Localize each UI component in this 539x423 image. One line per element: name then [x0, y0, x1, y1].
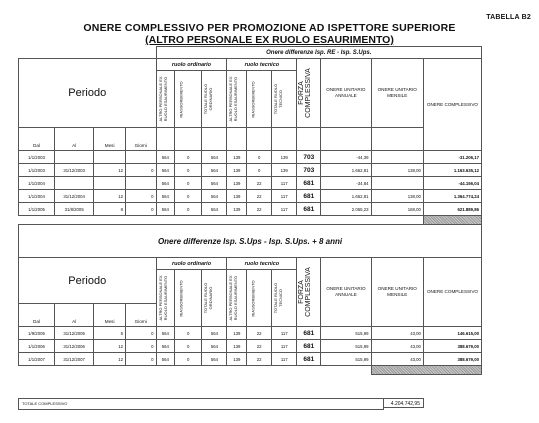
onere-mensile-header: ONERE UNITARIO MENSILE [371, 59, 423, 128]
onere-complessivo-header: ONERE COMPLESSIVO [423, 258, 481, 327]
ruolo-tecnico-header: ruolo tecnico [227, 258, 297, 270]
al-header: Al [55, 128, 94, 151]
onere-annuale-header: ONERE UNITARIO ANNUALE [321, 258, 371, 327]
al-header: Al [55, 304, 94, 327]
periodo-header: Periodo [19, 59, 157, 128]
table-row: 1/1/2005 31/8/2005 8 0 564 0 564 139 22 117 681 2.065,23 168,00 621.889,86 [19, 203, 482, 216]
onere-complessivo-header: ONERE COMPLESSIVO [423, 59, 481, 151]
table-2-subtitle: Onere differenze Isp. S.Ups - Isp. S.Ups. + 8 anni [19, 225, 482, 258]
tecnico-altro-header: ALTRO PERSONALE EX RUOLO ESAURIMENTO [227, 270, 247, 327]
table-row: 1/9/2005 31/12/2005 5 0 564 0 564 139 22 117 681 515,99 43,00 146.615,00 [19, 327, 482, 340]
table-row: 1/1/2004 31/12/2004 12 0 564 0 564 139 22 117 681 1.662,81 138,00 1.364.774,24 [19, 190, 482, 203]
page-title: ONERE COMPLESSIVO PER PROMOZIONE AD ISPETTORE SUPERIORE [83, 22, 456, 34]
ruolo-ordinario-header: ruolo ordinario [156, 258, 227, 270]
tecnico-riass-header: RIASSORBIMENTO [247, 71, 272, 128]
table-row: 1/1/2006 31/12/2006 12 0 564 0 564 139 22 117 681 515,99 43,00 388.679,00 [19, 340, 482, 353]
ordinario-totale-header: TOTALE RUOLO ORDINARIO [202, 71, 227, 128]
table-2 [18, 224, 482, 375]
giorni-header: Giorni [125, 128, 156, 151]
periodo-header: Periodo [19, 258, 157, 304]
ordinario-riass-header: RIASSORBIMENTO [175, 270, 202, 327]
ruolo-ordinario-header: ruolo ordinario [156, 59, 227, 71]
ordinario-totale-header: TOTALE RUOLO ORDINARIO [202, 270, 227, 327]
tecnico-riass-header: RIASSORBIMENTO [247, 270, 272, 327]
forza-header: FORZA COMPLESSIVA [297, 258, 321, 327]
giorni-header: Giorni [125, 304, 156, 327]
ordinario-riass-header: RIASSORBIMENTO [175, 71, 202, 128]
ordinario-altro-header: ALTRO PERSONALE EX RUOLO ESAURIMENTO [156, 270, 175, 327]
table-tag: TABELLA B2 [486, 14, 531, 21]
tecnico-totale-header: TOTALE RUOLO TECNICO [272, 71, 297, 128]
page-subtitle: (ALTRO PERSONALE EX RUOLO ESAURIMENTO) [145, 34, 394, 46]
forza-header: FORZA COMPLESSIVA [297, 59, 321, 128]
totale-value: 4.204.742,95 [383, 398, 424, 408]
tecnico-altro-header: ALTRO PERSONALE EX RUOLO ESAURIMENTO [227, 71, 247, 128]
dal-header: Dal [19, 128, 55, 151]
totale-label: TOTALE COMPLESSIVO [22, 401, 68, 406]
ruolo-tecnico-header: ruolo tecnico [227, 59, 297, 71]
dal-header: Dal [19, 304, 55, 327]
table-2-shaded-cell [371, 366, 481, 375]
mesi-header: Mesi [94, 128, 126, 151]
tecnico-totale-header: TOTALE RUOLO TECNICO [272, 270, 297, 327]
onere-mensile-header: ONERE UNITARIO MENSILE [371, 258, 423, 327]
table-row: 1/1/2003 31/12/2003 12 0 564 0 564 139 0 139 703 1.662,81 138,00 1.163.635,12 [19, 164, 482, 177]
totale-row [18, 398, 384, 410]
table-row: 1/1/2003 564 0 564 139 0 139 703 -44,39 -31.206,17 [19, 151, 482, 164]
onere-annuale-header: ONERE UNITARIO ANNUALE [321, 59, 371, 128]
table-row: 1/1/2004 564 0 564 139 22 117 681 -34,84 -44.156,04 [19, 177, 482, 190]
table-row: 1/1/2007 31/12/2007 12 0 564 0 564 139 22 117 681 515,99 43,00 388.679,00 [19, 353, 482, 366]
table-1 [18, 46, 482, 225]
ordinario-altro-header: ALTRO PERSONALE EX RUOLO ESAURIMENTO [156, 71, 175, 128]
mesi-header: Mesi [94, 304, 126, 327]
table-1-subtitle: Onere differenze Isp. RE - Isp. S.Ups. [156, 47, 481, 59]
